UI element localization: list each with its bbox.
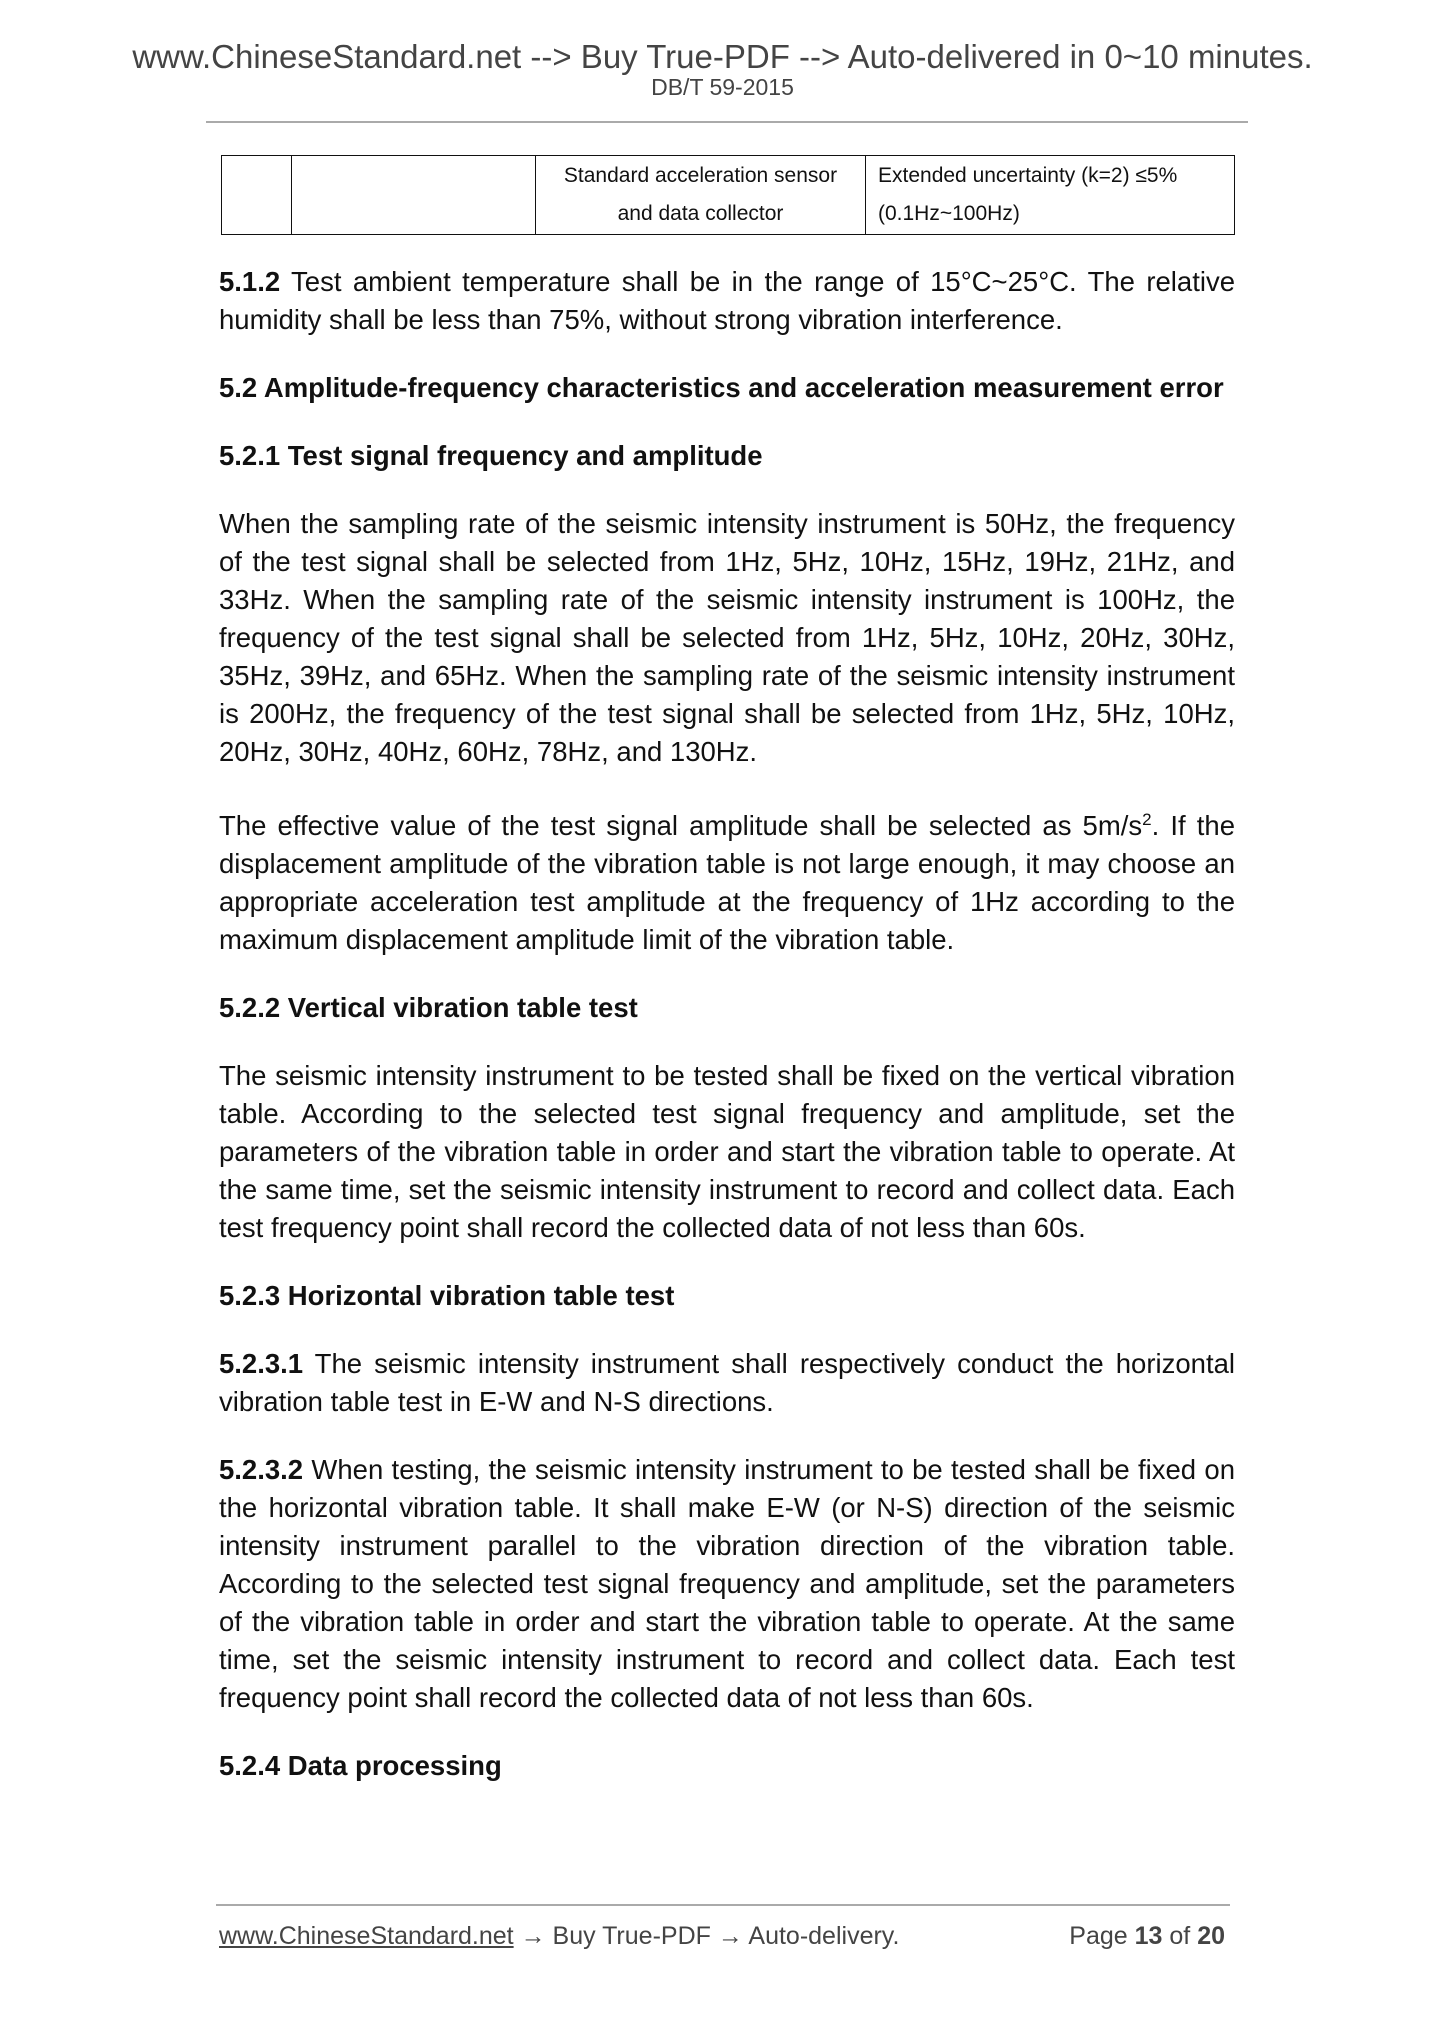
page-indicator [1069,1922,1225,1951]
clause-number: 5.2.3.1 [219,1348,304,1380]
document-body [219,263,1235,1815]
clause-5-1-2 [219,263,1235,339]
cell-text: (0.1Hz~100Hz) [878,202,1020,225]
table-cell [292,156,536,235]
cell-text: Standard acceleration sensor [563,164,838,187]
text: . If the displacement amplitude of the vibration table is not large enough, it may choose an appropriate acceleration test amplitude at the frequency of 1Hz according to the maximum displacement amplitude limit of the vibration table. [219,810,1235,956]
superscript: 2 [1142,810,1152,829]
table-cell [536,156,866,235]
paragraph [219,801,1235,959]
paragraph: The seismic intensity instrument to be tested shall be fixed on the vertical vibration table. According to the selected test signal frequency and amplitude, set the parameters of the vibration table in order and start the vibration table to operate. At the same time, set the seismic intensity instrument to record and collect data. Each test frequency point shall record the collected data of not less than 60s. [219,1060,1235,1244]
footer-text: → Buy True-PDF → Auto-delivery. [513,1922,900,1950]
clause-text: The seismic intensity instrument shall respectively conduct the horizontal vibration table test in E-W and N-S directions. [219,1348,1235,1418]
section-heading-5-2: 5.2 Amplitude-frequency characteristics and acceleration measurement error [219,372,1224,403]
section-heading-5-2-4: 5.2.4 Data processing [219,1750,502,1782]
cell-text: and data collector [617,202,784,225]
clause-text: Test ambient temperature shall be in the range of 15°C~25°C. The relative humidity shall be less than 75%, without strong vibration interference. [219,266,1235,335]
document-id: DB/T 59-2015 [651,74,794,100]
clause-number: 5.2.3.2 [219,1454,304,1486]
table-cell [222,156,292,235]
header-banner: www.ChineseStandard.net --> Buy True-PDF --> Auto-delivered in 0~10 minutes. [132,38,1313,75]
footer-link[interactable]: www.ChineseStandard.net [219,1922,514,1950]
section-heading-5-2-1: 5.2.1 Test signal frequency and amplitude [219,440,763,471]
header-divider [206,121,1248,123]
footer-divider [216,1904,1230,1906]
text: The effective value of the test signal amplitude shall be selected as 5m/s [219,810,1143,842]
cell-text: Extended uncertainty (k=2) ≤5% [878,164,1178,187]
clause-number: 5.1.2 [219,266,281,297]
equipment-table [221,155,1235,235]
clause-text: When testing, the seismic intensity instrument to be tested shall be fixed on the horizontal vibration table. It shall make E-W (or N-S) direction of the seismic intensity instrument parallel to the vibration direction of the vibration table. According to the selected test signal frequency and amplitude, set the parameters of the vibration table in order and start the vibration table to operate. At the same time, set the seismic intensity instrument to record and collect data. Each test frequency point shall record the collected data of not less than 60s. [219,1454,1235,1714]
page-label: Page [1069,1922,1135,1950]
section-heading-5-2-3: 5.2.3 Horizontal vibration table test [219,1280,675,1312]
paragraph: When the sampling rate of the seismic intensity instrument is 50Hz, the frequency of the test signal shall be selected from 1Hz, 5Hz, 10Hz, 15Hz, 19Hz, 21Hz, and 33Hz. When the sampling rate of the seismic intensity instrument is 100Hz, the frequency of the test signal shall be selected from 1Hz, 5Hz, 10Hz, 20Hz, 30Hz, 35Hz, 39Hz, and 65Hz. When the sampling rate of the seismic intensity instrument is 200Hz, the frequency of the test signal shall be selected from 1Hz, 5Hz, 10Hz, 20Hz, 30Hz, 40Hz, 60Hz, 78Hz, and 130Hz. [219,508,1235,767]
page-total: 20 [1197,1922,1225,1950]
page-number: 13 [1134,1922,1163,1950]
clause-5-2-3-2 [219,1451,1235,1717]
table-cell [866,156,1235,235]
footer [219,1922,1235,1951]
clause-5-2-3-1 [219,1345,1235,1421]
page-of: of [1162,1922,1198,1950]
section-heading-5-2-2: 5.2.2 Vertical vibration table test [219,992,638,1024]
table-row [222,156,1235,235]
